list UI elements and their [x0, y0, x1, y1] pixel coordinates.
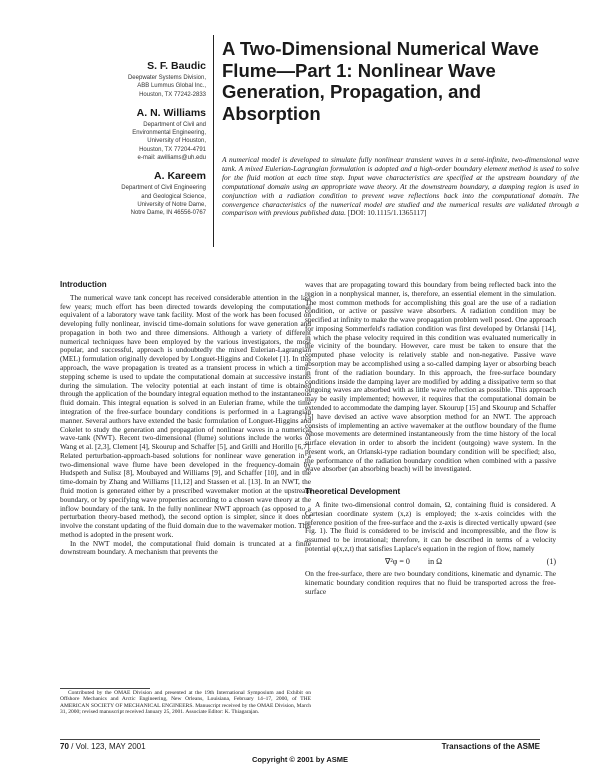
author-affiliation-line: Environmental Engineering, [132, 130, 206, 137]
author-affiliation-line: ABB Lummus Global Inc., [137, 83, 206, 90]
author-affiliation-line: Houston, TX 77204-4791 [139, 146, 206, 153]
section-heading-introduction: Introduction [60, 280, 107, 289]
body-paragraph: The numerical wave tank concept has received considerable attention in the last few years; much effort has been directed towards developing the computational equivalent of a laboratory wave tank facility. Most of the work has been focused on developing fully nonlinear, inviscid time-domain solutions for wave generation and propagation in both two and three dimensions. Although a variety of different numerical techniques have been employed by the various investigators, the most popular, and successful, approach is undoubtedly the mixed Eulerian-Lagrangian (MEL) formulation originally developed by Longuet-Higgins and Cokelet [1]. In this approach, the wave propagation is treated as a transient process in which a time-stepping scheme is used to update the computational domain at successive instants during the simulation. The velocity potential at each instant of time is obtained through the application of the boundary integral equation method to the instantaneous fluid domain. This integral equation is solved in an Eulerian frame, while the time integration of the free-surface boundary conditions is performed in a Lagrangian manner. Several authors have extended the basic formulation of Longuet-Higgins and Cokelet to study the generation and propagation of nonlinear waves in a numerical wave-tank (NWT). Recent two-dimensional (flume) solutions include the works of Wang et al. [2,3], Clement [4], Skourup and Schaffer [5], and Grilli and Horillo [6,7]. Related perturbation-approach-based solutions for nonlinear wave generation in a two-dimensional wave flume have been developed in the frequency-domain by Hudspeth and Sulisz [8], Moubayed and Williams [9], and Schaffer [10], and in the time-domain by Zhang and Williams [11,12] and Stassen et al. [13]. In an NWT, the fluid motion is generated either by a prescribed wavemaker motion at the upstream boundary, or by specifying wave properties according to a chosen wave theory at the inflow boundary of the tank. In the fully nonlinear NWT approach (as opposed to a perturbation theory-based method), the second option is simpler, since it does not involve the constant updating of the fluid domain due to the wavemaker motion. This method is adopted in the present work. [60, 292, 311, 539]
author-affiliation-line: Department of Civil Engineering [121, 185, 206, 192]
author-affiliation-line: Notre Dame, IN 46556-0767 [130, 210, 206, 217]
author-affiliation-line: Deepwater Systems Division, [127, 75, 206, 81]
footer-divider [60, 739, 540, 740]
author-3 [96, 170, 206, 217]
title-divider [213, 35, 214, 247]
author-affiliation-line: University of Houston, [147, 138, 206, 145]
author-name: A. Kareem [154, 170, 206, 183]
author-affiliation-line: University of Notre Dame, [137, 201, 206, 208]
footnote-divider [60, 688, 150, 689]
author-name: S. F. Baudic [147, 60, 206, 72]
author-2 [96, 107, 206, 162]
abstract-text: A numerical model is developed to simulate fully nonlinear transient waves in a semi-infinite, two-dimensional wave tank. A mixed Eulerian-Lagrangian formulation is adopted and a high-order boundary element method is used to solve for the fluid motion at each time step. Input wave characteristics are specified at the upstream boundary of the computational domain using an appropriate wave theory. At the downstream boundary, a damping region is used in conjunction with a radiation condition to prevent wave reflections back into the computational domain. The convergence characteristics of the numerical model are studied and the numerical results are validated through a comparison with previous published data. [222, 155, 579, 218]
body-paragraph: In the NWT model, the computational fluid domain is truncated at a finite downstream boundary. A mechanism that prevents the [60, 538, 311, 557]
body-paragraph: waves that are propagating toward this boundary from being reflected back into the region in a nonphysical manner, is, therefore, an essential element in the simulation. The most common methods for accomplishing this goal are the use of a radiation condition, or active or passive wave absorbers. A radiation condition may be specified at infinity to make the wave propagation problem well posed. One approach for imposing Sommerfeld's radiation condition was first developed by Orlanski [14], in which the phase velocity required in this condition was evaluated numerically in the vicinity of the boundary. However, care must be taken to ensure that the computed phase velocity is relatively stable and non-negative. Passive wave absorption may be accomplished using a so-called damping layer or absorbing beach in front of the radiation boundary. In this approach, the free-surface boundary conditions inside the damping layer are modified by adding a dissipative term so that outgoing waves are absorbed with as little wave reflection as possible. This approach may be easily implemented; however, it requires that the computational domain be extended to accommodate the damping layer. Skourup [15] and Skourup and Schaffer [5] have devised an active wave absorption method for an NWT. The approach consists of implementing an active wavemaker at the outflow boundary of the flume whose movements are determined instantaneously from the time history of the local surface elevation in order to absorb the incident (outgoing) wave system. In the present work, an Orlanski-type radiation boundary condition will be specified; also, the performance of the radiation boundary condition when combined with a passive wave absorber (an absorbing beach) will be investigated. [305, 280, 556, 474]
body-paragraph: A finite two-dimensional control domain, Ω, containing fluid is considered. A Cartesian coordinate system (x,z) is employed; the x-axis coincides with the reference position of the free-surface and the z-axis is directed vertically upward (see Fig. 1). The fluid is considered to be inviscid and incompressible, and the flow is assumed to be irrotational; therefore, it can be described in terms of a velocity potential φ(x,z,t) that satisfies Laplace's equation in the region of flow, namely [305, 499, 556, 553]
body-paragraph: On the free-surface, there are two boundary conditions, kinematic and dynamic. The kinematic boundary condition requires that no fluid be transported across the free-surface [305, 569, 556, 596]
page-number: 70 [60, 742, 69, 751]
author-email[interactable]: e-mail: awilliams@uh.edu [137, 155, 206, 162]
equation-domain: in Ω [427, 556, 443, 566]
author-affiliation-line: Department of Civil and [143, 121, 206, 128]
equation-expression: ∇²φ = 0 [385, 556, 410, 566]
abstract [222, 156, 579, 218]
equation-1 [305, 558, 556, 567]
footnote: Contributed by the OMAE Division and presented at the 19th International Symposium and Exhibit on Offshore Mechanics and Arctic Engineering, New Orleans, Louisiana, February 14–17, 2000, of THE AMERICAN SOCIETY OF MECHANICAL ENGINEERS. Manuscript received by the OMAE Division, March 31, 2000; revised manuscript received January 25, 2001. Associate Editor: K. Thiagarajan. [60, 690, 311, 716]
author-affiliation-line: and Geological Science, [141, 193, 206, 200]
paper-title: A Two-Dimensional Numerical Wave Flume—Part 1: Nonlinear Wave Generation, Propagation, and Absorption [222, 38, 539, 124]
author-block [96, 60, 206, 226]
volume-info: / Vol. 123, MAY 2001 [71, 742, 146, 751]
left-column [60, 281, 311, 557]
author-name: A. N. Williams [136, 106, 206, 119]
right-column [305, 281, 556, 597]
author-affiliation-line: Houston, TX 77242-2833 [139, 91, 206, 98]
equation-number: (1) [546, 556, 556, 566]
equation-body [385, 558, 442, 567]
author-1 [96, 60, 206, 99]
copyright: Copyright © 2001 by ASME [251, 755, 349, 764]
journal-name: Transactions of the ASME [441, 742, 540, 751]
doi-link[interactable]: [DOI: 10.1115/1.1365117] [347, 208, 427, 218]
page-info [60, 742, 146, 751]
section-heading-theory: Theoretical Development [305, 487, 401, 497]
